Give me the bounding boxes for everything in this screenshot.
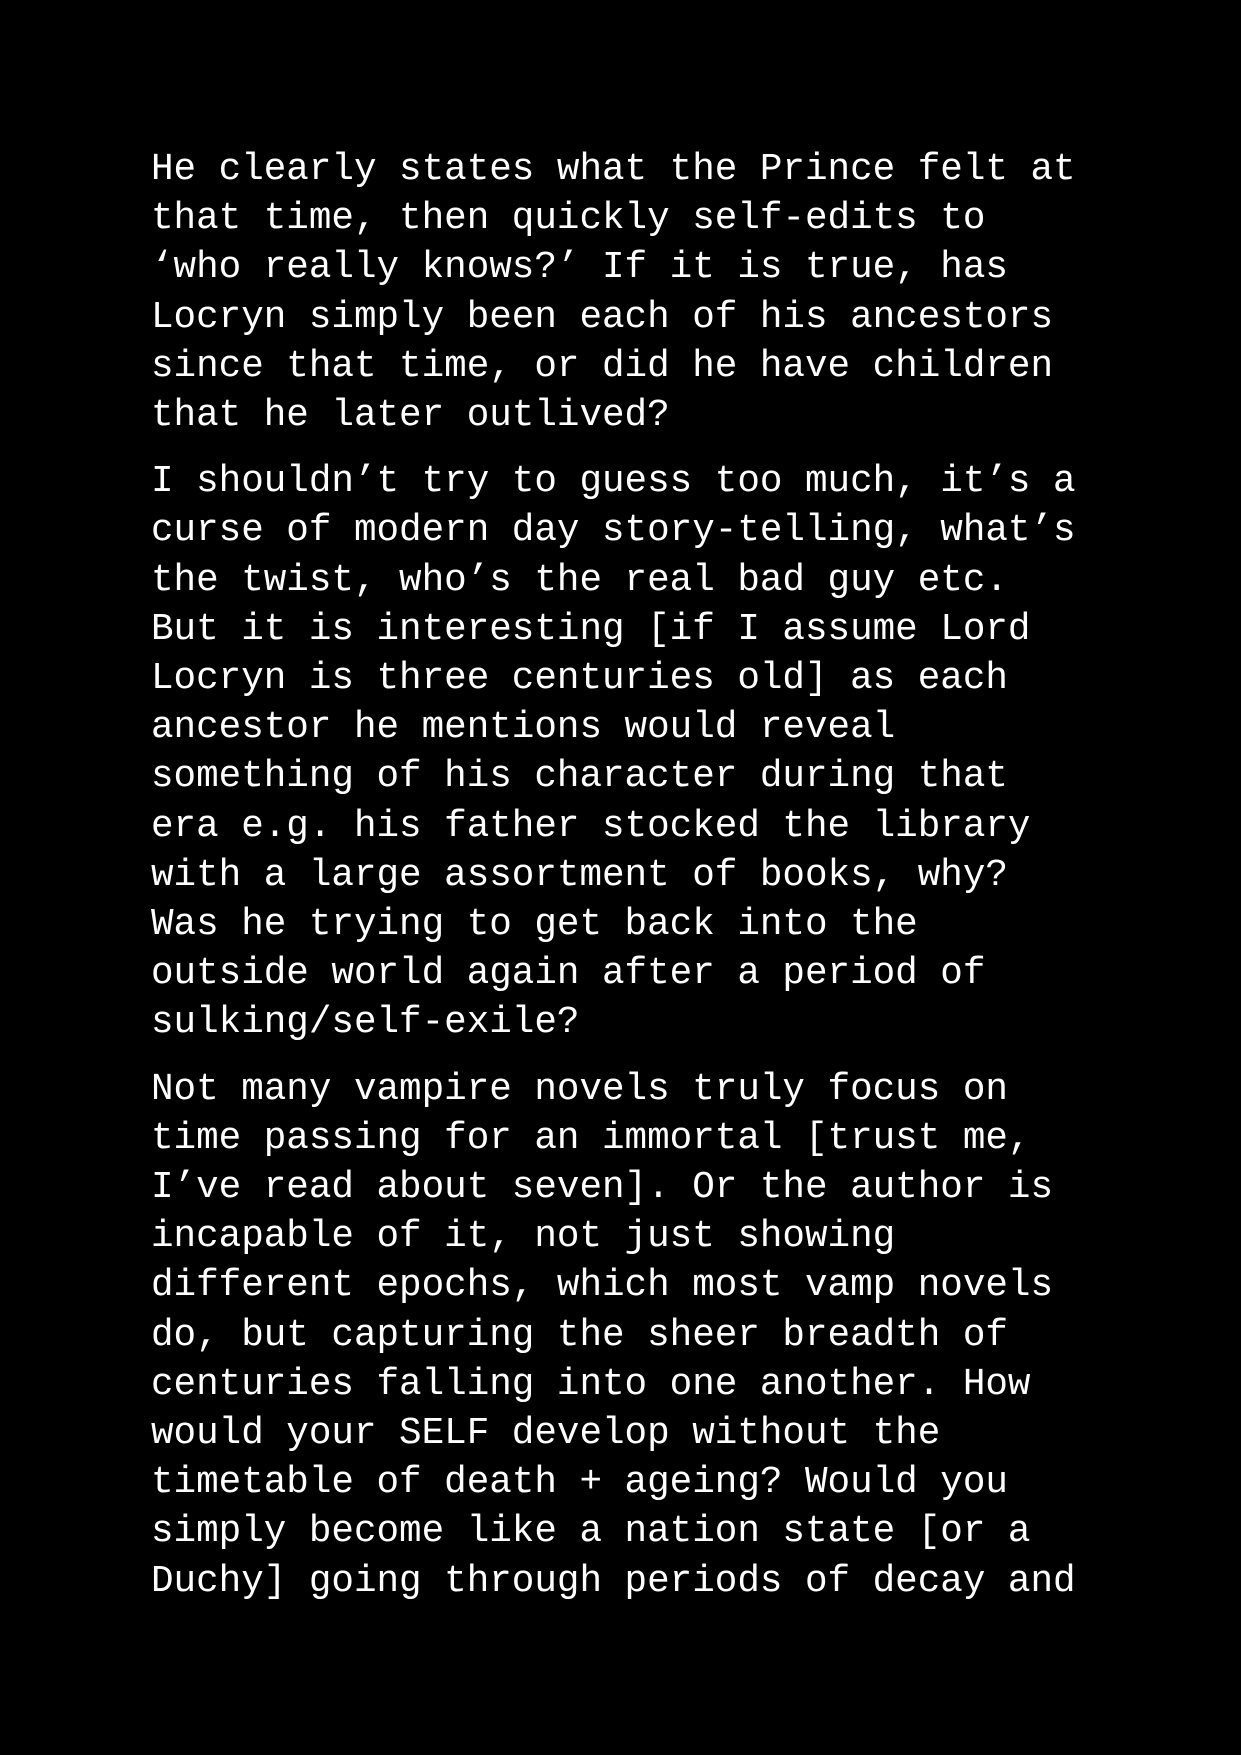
text-line: incapable of it, not just showing <box>151 1216 896 1259</box>
text-line: timetable of death + ageing? Would you <box>151 1462 1008 1505</box>
text-line: centuries falling into one another. How <box>151 1363 1031 1406</box>
text-line: curse of modern day story-telling, what’s <box>151 510 1076 553</box>
paragraph-2 <box>151 458 1151 1048</box>
text-line: would your SELF develop without the <box>151 1413 941 1456</box>
text-line: He clearly states what the Prince felt at <box>151 149 1076 191</box>
text-line: with a large assortment of books, why? <box>151 854 1008 897</box>
text-line: that he later outlived? <box>151 395 670 438</box>
paragraph-3 <box>151 1066 1151 1607</box>
text-line: ancestor he mentions would reveal <box>151 707 896 750</box>
text-line: do, but capturing the sheer breadth of <box>151 1314 1008 1357</box>
text-line: Not many vampire novels truly focus on <box>151 1068 1008 1111</box>
text-line: sulking/self-exile? <box>151 1002 580 1045</box>
document-body <box>151 146 1151 1624</box>
text-line: Locryn is three centuries old] as each <box>151 658 1008 701</box>
text-line: since that time, or did he have children <box>151 345 1054 388</box>
text-line: Locryn simply been each of his ancestors <box>151 296 1054 339</box>
text-line: something of his character during that <box>151 756 1008 799</box>
paragraph-1 <box>151 146 1151 441</box>
text-line: that time, then quickly self-edits to <box>151 198 986 241</box>
text-line: But it is interesting [if I assume Lord <box>151 608 1031 651</box>
text-line: the twist, who’s the real bad guy etc. <box>151 559 1008 602</box>
text-line: Was he trying to get back into the <box>151 904 918 947</box>
text-line: I’ve read about seven]. Or the author is <box>151 1167 1054 1210</box>
text-line: outside world again after a period of <box>151 953 986 996</box>
text-line: Duchy] going through periods of decay and <box>151 1560 1076 1603</box>
text-line: I shouldn’t try to guess too much, it’s a <box>151 461 1076 504</box>
text-line: time passing for an immortal [trust me, <box>151 1117 1031 1160</box>
text-line: ‘who really knows?’ If it is true, has <box>151 247 1008 290</box>
text-line: different epochs, which most vamp novels <box>151 1265 1054 1308</box>
text-line: era e.g. his father stocked the library <box>151 805 1031 848</box>
text-line: simply become like a nation state [or a <box>151 1511 1031 1554</box>
